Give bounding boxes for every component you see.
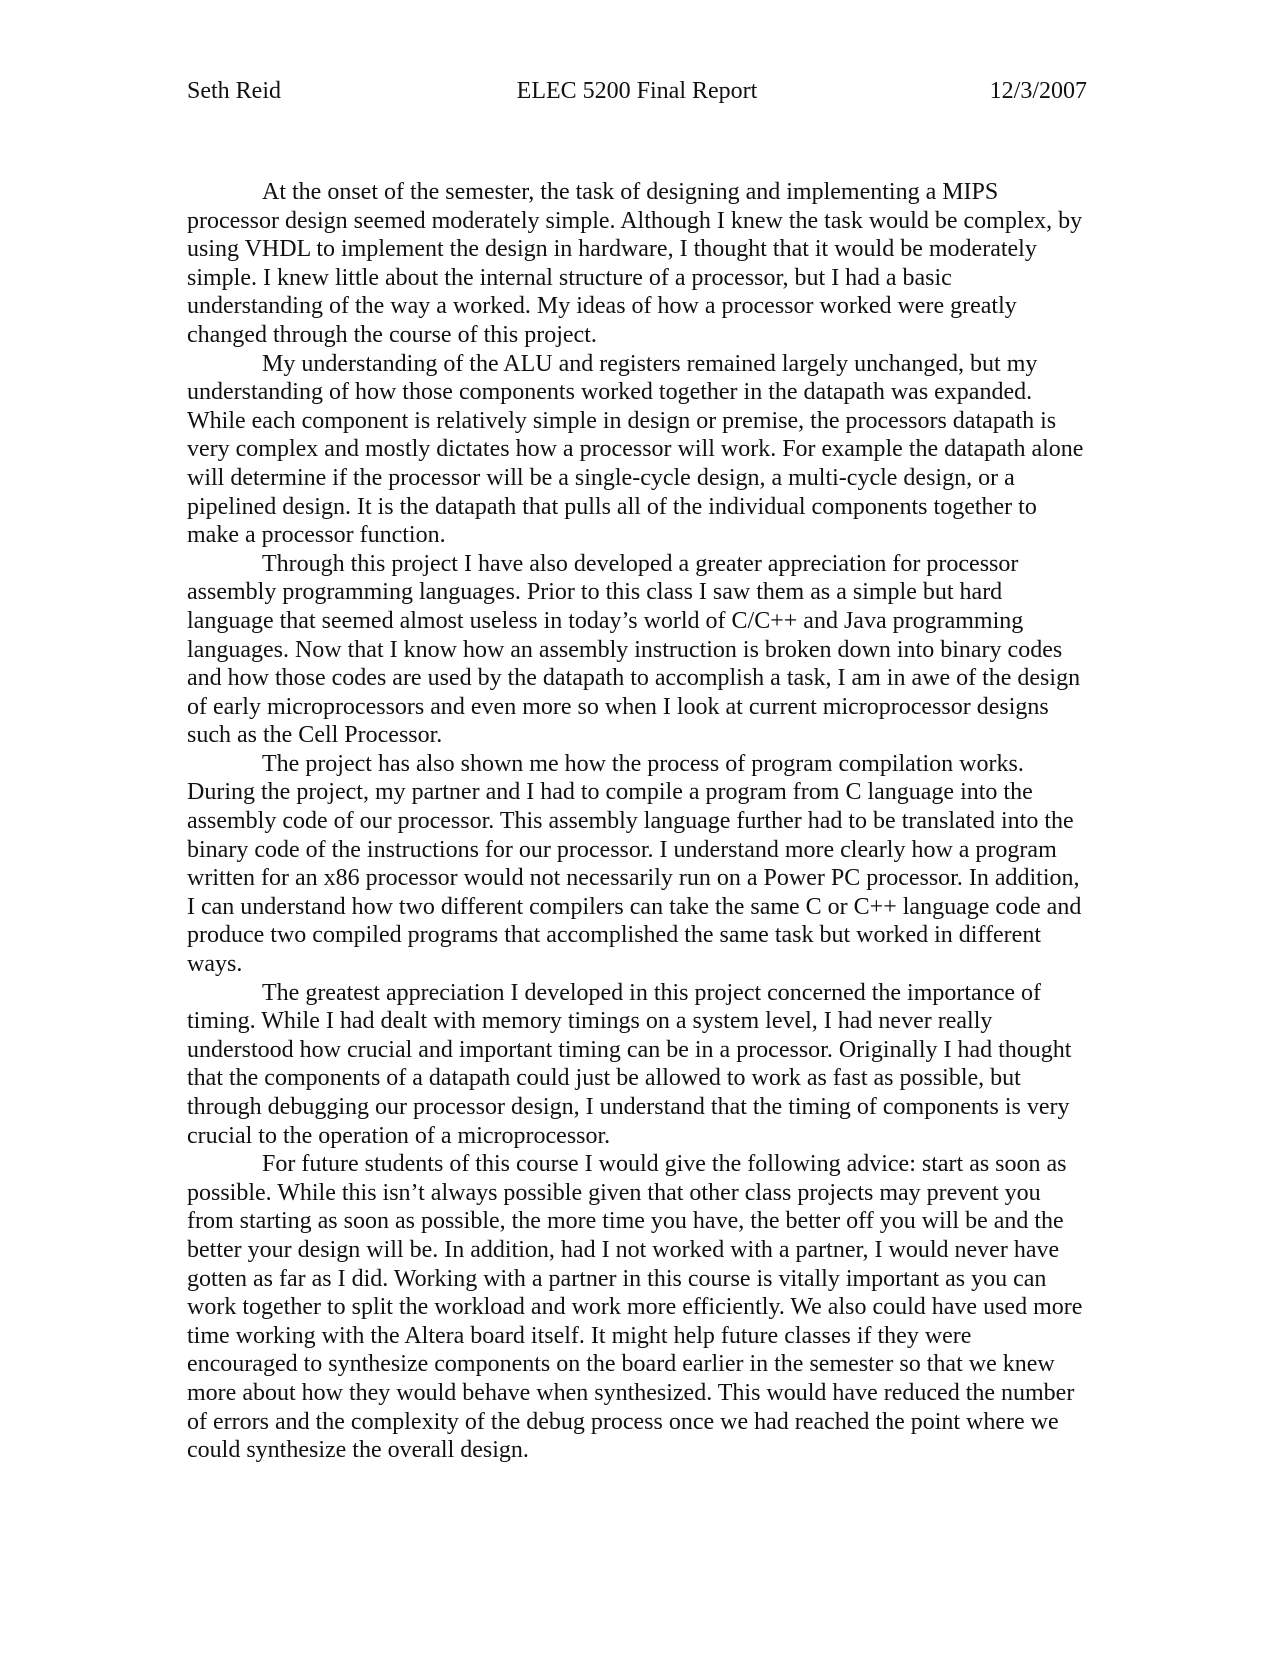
header-date: 12/3/2007 — [989, 78, 1087, 104]
paragraph-5: The greatest appreciation I developed in this project concerned the importance of timing. While I had dealt with memory timings on a system level, I had never really understood how crucial and important timing can be in a processor. Originally I had thought that the components of a datapath could just be allowed to work as fast as possible, but through debugging our processor design, I understand that the timing of components is very crucial to the operation of a microprocessor. — [187, 979, 1072, 1149]
header-author: Seth Reid — [187, 78, 281, 104]
header-title: ELEC 5200 Final Report — [516, 78, 758, 104]
paragraph-2: My understanding of the ALU and registers remained largely unchanged, but my understanding of how those components worked together in the datapath was expanded. While each component is relatively simple in design or premise, the processors datapath is very complex and mostly dictates how a processor will work. For example the datapath alone will determine if the processor will be a single-cycle design, a multi-cycle design, or a pipelined design. It is the datapath that pulls all of the individual components together to make a processor function. — [187, 350, 1084, 549]
paragraph-4: The project has also shown me how the process of program compilation works. During the project, my partner and I had to compile a program from C language into the assembly code of our processor. This assembly language further had to be translated into the binary code of the instructions for our processor. I understand more clearly how a program written for an x86 processor would not necessarily run on a Power PC processor. In addition, I can understand how two different compilers can take the same C or C++ language code and produce two compiled programs that accomplished the same task but worked in different ways. — [187, 750, 1082, 978]
report-body — [187, 178, 1087, 1465]
paragraph-3: Through this project I have also developed a greater appreciation for processor assembly programming languages. Prior to this class I saw them as a simple but hard language that seemed almost useless in today’s world of C/C++ and Java programming languages. Now that I know how an assembly instruction is broken down into binary codes and how those codes are used by the datapath to accomplish a task, I am in awe of the design of early microprocessors and even more so when I look at current microprocessor designs such as the Cell Processor. — [187, 550, 1081, 749]
paragraph-1: At the onset of the semester, the task of designing and implementing a MIPS processor design seemed moderately simple. Although I knew the task would be complex, by using VHDL to implement the design in hardware, I thought that it would be moderately simple. I knew little about the internal structure of a processor, but I had a basic understanding of the way a worked. My ideas of how a processor worked were greatly changed through the course of this project. — [187, 179, 1083, 348]
page-header — [187, 74, 1087, 108]
paragraph-6: For future students of this course I would give the following advice: start as soon as possible. While this isn’t always possible given that other class projects may prevent you from starting as soon as possible, the more time you have, the better off you will be and the better your design will be. In addition, had I not worked with a partner, I would never have gotten as far as I did. Working with a partner in this course is vitally important as you can work together to split the workload and work more efficiently. We also could have used more time working with the Altera board itself. It might help future classes if they were encouraged to synthesize components on the board earlier in the semester so that we knew more about how they would behave when synthesized. This would have reduced the number of errors and the complexity of the debug process once we had reached the point where we could synthesize the overall design. — [187, 1151, 1083, 1464]
